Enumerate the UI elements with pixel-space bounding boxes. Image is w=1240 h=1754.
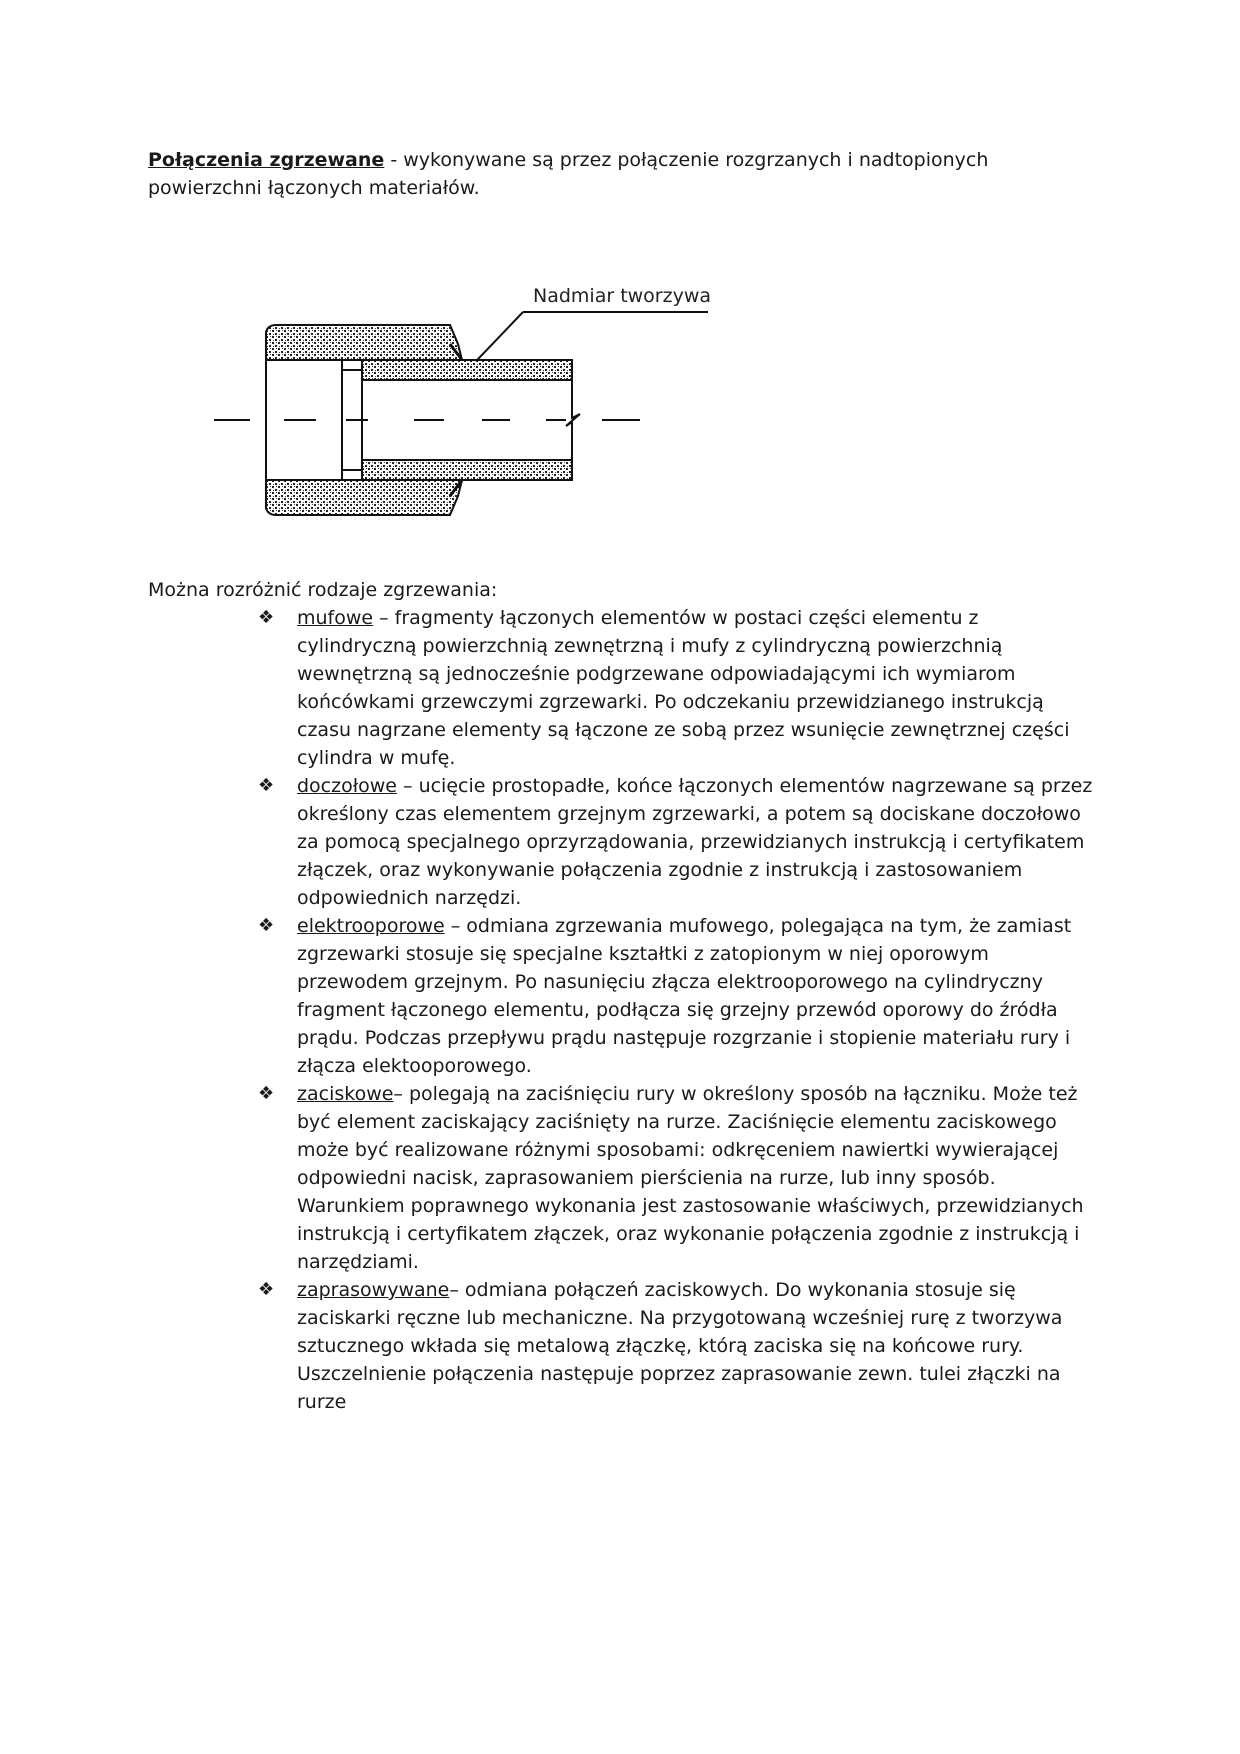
pipe-bottom-wall — [362, 460, 572, 480]
diamond-bullet-icon: ❖ — [258, 607, 275, 628]
type-text: – fragmenty łączonych elementów w postaci części elementu z cylindryczną powierzchnią zewnętrzną i mufy z cylindryczną powierzchnią wewnętrzną są jednocześnie podgrzewane odpowiadającymi ich wymiarom końcówkami grzewczymi zgrzewarki. Po odczekaniu przewidzianego instrukcją czasu nagrzane elementy są łączone ze sobą przez wsunięcie zewnętrznej części cylindra w mufę. — [297, 607, 1070, 769]
socket-bottom-wall — [266, 480, 462, 515]
diamond-bullet-icon: ❖ — [258, 775, 275, 796]
callout-label: Nadmiar tworzywa — [533, 285, 712, 307]
pipe-top-wall — [362, 360, 572, 380]
type-term: mufowe — [297, 607, 374, 629]
diamond-bullet-icon: ❖ — [258, 1279, 275, 1300]
intro-text: - wykonywane są przez połączenie rozgrzanych i nadtopionych powierzchni łączonych materiałów. — [148, 149, 989, 199]
intro-paragraph — [148, 146, 1098, 202]
type-term: elektrooporowe — [297, 915, 445, 937]
socket-top-wall — [266, 325, 462, 360]
list-item — [148, 772, 1098, 912]
list-item — [148, 1080, 1098, 1276]
weld-joint-figure — [200, 270, 720, 560]
list-item — [148, 604, 1098, 772]
diamond-bullet-icon: ❖ — [258, 915, 275, 936]
type-term: zaciskowe — [297, 1083, 394, 1105]
list-item — [148, 912, 1098, 1080]
weld-types-list — [148, 604, 1098, 1416]
type-text: – polegają na zaciśnięciu rury w określony sposób na łączniku. Może też być element zaciskający zaciśnięty na rurze. Zaciśnięcie elementu zaciskowego może być realizowane różnymi sposobami: odkręceniem nawiertki wywierającej odpowiedni nacisk, zaprasowaniem pierścienia na rurze, lub inny sposób. Warunkiem poprawnego wykonania jest zastosowanie właściwych, przewidzianych instrukcją i certyfikatem złączek, oraz wykonanie połączenia zgodnie z instrukcją i narzędziami. — [297, 1083, 1084, 1273]
type-text: – ucięcie prostopadłe, końce łączonych elementów nagrzewane są przez określony czas elementem grzejnym zgrzewarki, a potem są dociskane doczołowo za pomocą specjalnego oprzyrządowania, przewidzianych instrukcją i certyfikatem złączek, oraz wykonywanie połączenia zgodnie z instrukcją i zastosowaniem odpowiednich narzędzi. — [297, 775, 1093, 909]
weld-joint-drawing — [200, 270, 720, 560]
intro-term: Połączenia zgrzewane — [148, 149, 385, 171]
type-term: doczołowe — [297, 775, 397, 797]
list-item — [148, 1276, 1098, 1416]
type-term: zaprasowywane — [297, 1279, 450, 1301]
type-text: – odmiana połączeń zaciskowych. Do wykonania stosuje się zaciskarki ręczne lub mechaniczne. Na przygotowaną wcześniej rurę z tworzywa sztucznego wkłada się metalową złączkę, którą zaciska się na końcowe rury. Uszczelnienie połączenia następuje poprzez zaprasowanie zewn. tulei złączki na rurze — [297, 1279, 1063, 1413]
diamond-bullet-icon: ❖ — [258, 1083, 275, 1104]
types-lead: Można rozróżnić rodzaje zgrzewania: — [148, 579, 498, 601]
type-text: – odmiana zgrzewania mufowego, polegająca na tym, że zamiast zgrzewarki stosuje się specjalne kształtki z zatopionym w niej oporowym przewodem grzejnym. Po nasunięciu złącza elektrooporowego na cylindryczny fragment łączonego elementu, podłącza się grzejny przewód oporowy do źródła prądu. Podczas przepływu prądu następuje rozgrzanie i stopienie materiału rury i złącza elektooporowego. — [297, 915, 1072, 1077]
